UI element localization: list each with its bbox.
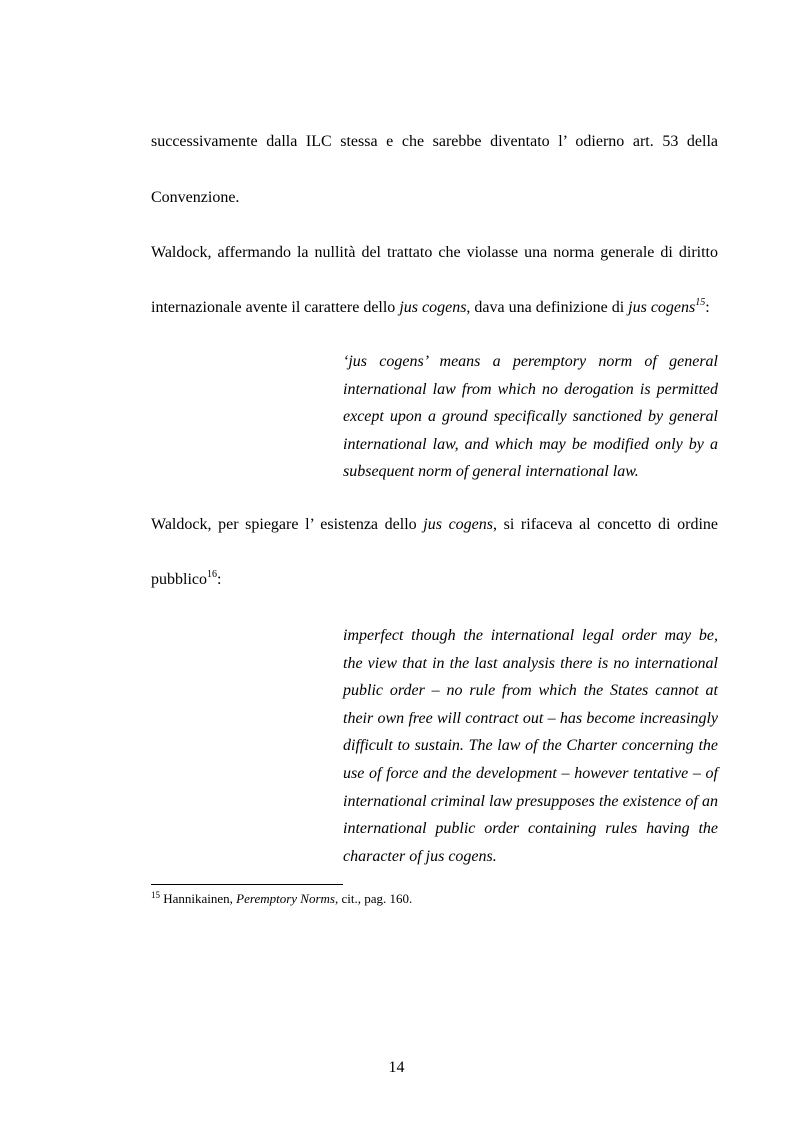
quote-line: their own free will contract out – has become increasingly [343, 709, 718, 727]
text: Waldock, per spiegare l’ esistenza dello [151, 516, 424, 533]
text: internazionale avente il carattere dello [151, 299, 400, 316]
paragraph-line [151, 298, 718, 318]
footnote-author: Hannikainen, [160, 891, 237, 906]
quote-line: imperfect though the international legal order may be, [343, 627, 718, 644]
quote-line: except upon a ground specifically sanctioned by general [343, 408, 718, 426]
quote-line: the view that in the last analysis there is no international [343, 654, 718, 672]
text: : [705, 299, 710, 316]
footnote-ref-16[interactable]: 16 [207, 569, 217, 580]
quote-line: public order – no rule from which the States cannot at [343, 682, 718, 700]
quote-line: international law, and which may be modified only by a [343, 435, 718, 453]
text: , si rifaceva al concetto di ordine [493, 516, 719, 533]
quote-line: character of jus cogens. [343, 847, 497, 865]
quote-line: ‘jus cogens’ means a peremptory norm of general [343, 353, 718, 370]
quote-line: subsequent norm of general international law. [343, 463, 639, 481]
footnote-separator [151, 884, 343, 885]
paragraph-line [151, 515, 718, 535]
paragraph-line: Convenzione. [151, 189, 240, 206]
text: , dava una definizione di [466, 299, 629, 316]
footnote-number: 15 [151, 890, 160, 900]
paragraph-line [151, 570, 718, 590]
footnote-ref-number: 15 [695, 297, 706, 308]
quote-line: international criminal law presupposes the existence of an [343, 792, 718, 810]
paragraph-line: Waldock, affermando la nullità del trattato che violasse una norma generale di diritto [151, 244, 718, 261]
quote-line: use of force and the development – however tentative – of [343, 764, 718, 782]
quote-line: difficult to sustain. The law of the Charter concerning the [343, 737, 718, 755]
paragraph-line: successivamente dalla ILC stessa e che sarebbe diventato l’ odierno art. 53 della [151, 133, 718, 150]
term-jus-cogens: jus cogens [399, 299, 467, 316]
block-quote-public-order [343, 622, 718, 870]
text: : [217, 571, 222, 588]
page-number: 14 [388, 1059, 405, 1076]
footnote-ref-15[interactable] [695, 297, 705, 308]
footnote-rest: , cit., pag. 160. [335, 891, 413, 906]
term-jus-cogens: jus cogens [423, 516, 494, 533]
footnote-title: Peremptory Norms [236, 891, 335, 906]
footnote-15 [151, 891, 412, 907]
quote-line: international law from which no derogation is permitted [343, 380, 718, 398]
block-quote-definition [343, 348, 718, 486]
text: pubblico [151, 571, 207, 588]
term-jus-cogens: jus cogens [628, 299, 696, 316]
quote-line: international public order containing rules having the [343, 820, 718, 838]
